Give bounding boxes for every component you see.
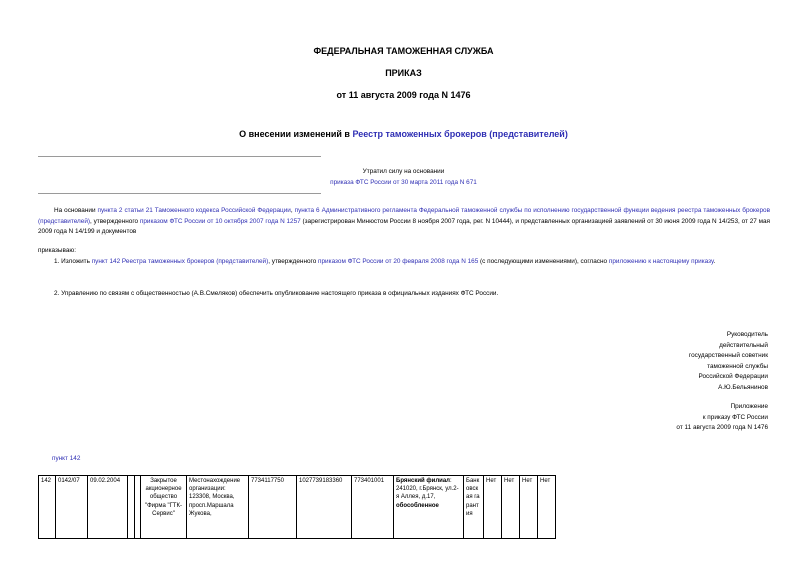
cell-flag-4: Нет <box>538 476 556 539</box>
regulation-link[interactable]: пункта 6 Административного регламента Федеральной таможенной службы по исполнению государственной функции ведения реестра таможенных брокеров (представителей) <box>38 207 770 225</box>
appendix-line: к приказу ФТС России <box>702 413 768 421</box>
document-date: от 11 августа 2009 года N 1476 <box>336 90 471 100</box>
subject-prefix: О внесении изменений в <box>239 129 353 139</box>
document-subject <box>0 129 807 139</box>
repeal-order-link[interactable]: приказа ФТС России от 30 марта 2011 года N 671 <box>330 179 477 186</box>
point-142-registry-link[interactable]: пункт 142 Реестра таможенных брокеров (представителей) <box>91 258 269 265</box>
divider-bottom <box>38 193 321 194</box>
paragraph-order: приказываю: <box>38 247 76 254</box>
cell-ogrn: 1027739183360 <box>297 476 352 539</box>
cell-guarantee: Банковская гарантия <box>464 476 484 539</box>
table-row <box>39 476 556 539</box>
cell-location: Местонахождение организации: 123308, Москва, просп.Маршала Жукова, <box>187 476 249 539</box>
signature-line: государственный советник <box>688 352 768 359</box>
item1-text-2: , утвержденного <box>268 258 319 265</box>
signature-block <box>560 330 768 393</box>
point-link-wrap <box>52 454 80 465</box>
basis-text-3: , утвержденного <box>90 217 140 225</box>
cell-flag-3: Нет <box>520 476 538 539</box>
signature-line: действительный <box>719 341 768 349</box>
basis-text-1: На основании <box>54 207 98 214</box>
status-link-wrap <box>0 178 807 189</box>
basis-text-2: , <box>290 207 295 214</box>
item1-text-4: . <box>713 258 716 265</box>
registry-link[interactable]: Реестр таможенных брокеров (представителей) <box>352 129 568 139</box>
appendix-block <box>560 402 768 434</box>
cell-flag-2: Нет <box>502 476 520 539</box>
divider-top <box>38 156 321 157</box>
status-line: Утратил силу на основании <box>362 168 445 175</box>
appendix-line: от 11 августа 2009 года N 1476 <box>676 424 768 431</box>
signature-line: Российской Федерации <box>698 373 768 380</box>
order-165-link[interactable]: приказом ФТС России от 20 февраля 2008 года N 165 <box>318 258 479 265</box>
item1-text-3: (с последующими изменениями), согласно <box>478 258 609 265</box>
basis-text-4: (зарегистрирован Минюстом России 8 ноября 2007 года, рег. N 10444), и представленных организацией заявлений от 30 июня 2009 года N 14/253, от 27 мая 2009 года N 14/199 и документов <box>38 217 771 236</box>
cell-number: 142 <box>39 476 56 539</box>
signature-line: Руководитель <box>726 331 768 338</box>
order-1257-link[interactable]: приказом ФТС России от 10 октября 2007 года N 1257 <box>139 217 301 225</box>
appendix-link[interactable]: приложению к настоящему приказу <box>608 258 714 265</box>
paragraph-basis <box>38 206 770 238</box>
cell-date: 09.02.2004 <box>88 476 128 539</box>
branch-address: : 241020, г.Брянск, ул.2-я Аллея, д.17, <box>396 478 459 501</box>
appendix-line: Приложение <box>730 403 768 410</box>
cell-empty-1 <box>128 476 135 539</box>
cell-branch <box>394 476 464 539</box>
item1-text-1: 1. Изложить <box>54 258 92 265</box>
paragraph-item-2: 2. Управлению по связям с общественностью (А.В.Смеляков) обеспечить опубликование настоящего приказа в официальных изданиях ФТС России. <box>54 290 499 297</box>
cell-company: Закрытое акционерное общество "Фирма "ГТК-Сервис" <box>141 476 187 539</box>
signatory-name: А.Ю.Бельянинов <box>718 383 768 391</box>
signature-line: таможенной службы <box>707 362 768 370</box>
branch-title: Брянский филиал <box>396 478 450 484</box>
agency-title: ФЕДЕРАЛЬНАЯ ТАМОЖЕННАЯ СЛУЖБА <box>313 46 494 56</box>
paragraph-item-1 <box>38 257 770 268</box>
cell-reg-number: 0142/07 <box>56 476 88 539</box>
point-142-link[interactable]: пункт 142 <box>52 455 81 462</box>
branch-note: обособленное <box>396 502 439 509</box>
document-type: ПРИКАЗ <box>385 68 422 78</box>
customs-code-link[interactable]: пункта 2 статьи 21 Таможенного кодекса Российской Федерации <box>97 207 291 214</box>
cell-inn: 7734117750 <box>249 476 297 539</box>
registry-table <box>38 475 556 539</box>
cell-kpp: 773401001 <box>352 476 394 539</box>
cell-flag-1: Нет <box>484 476 502 539</box>
